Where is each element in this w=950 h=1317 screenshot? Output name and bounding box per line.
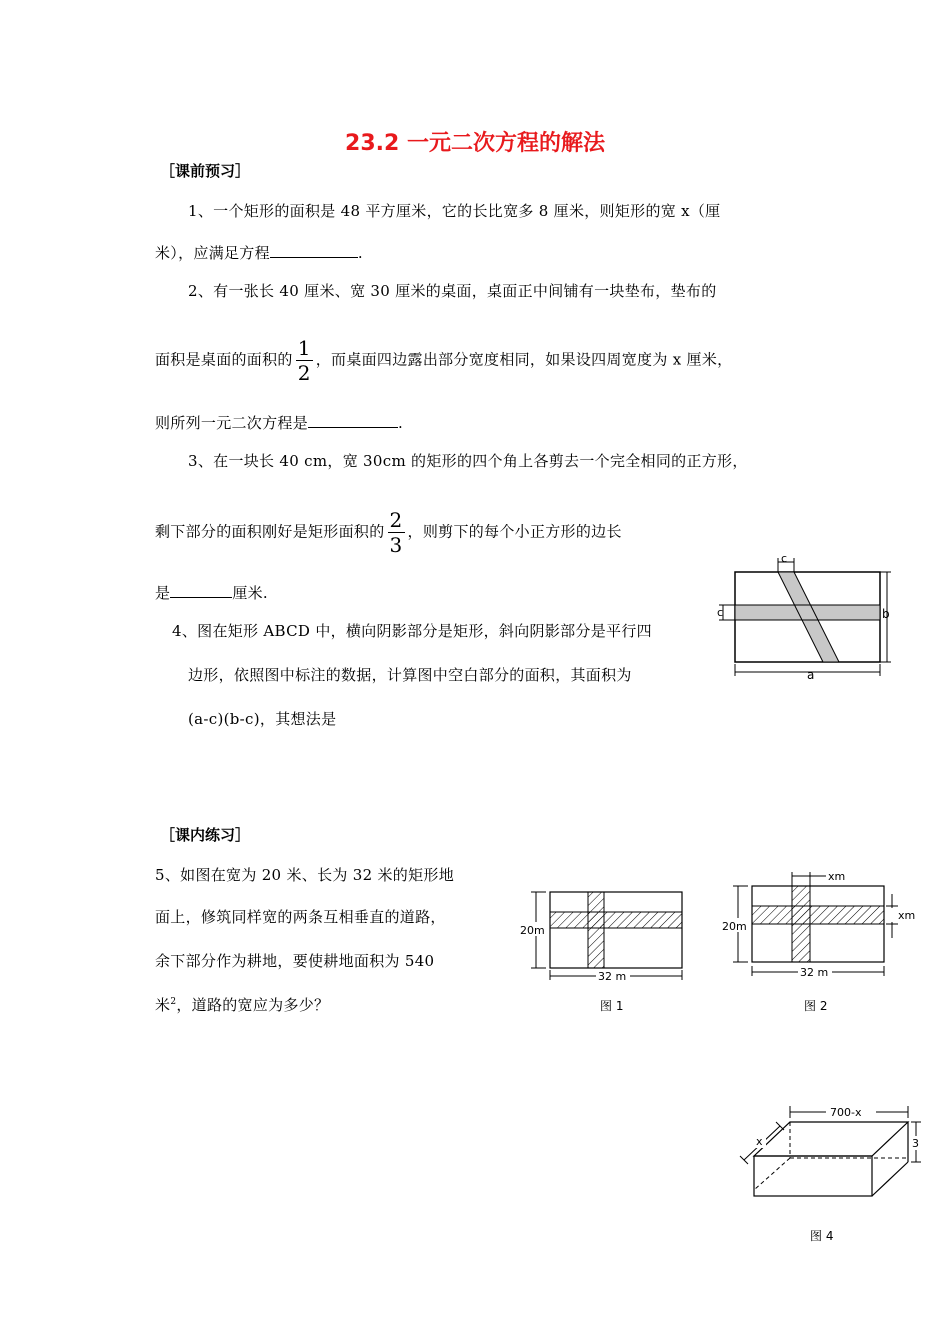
label-c-top: c: [781, 552, 788, 565]
q3-line2-text: 剩下部分的面积刚好是矩形面积的: [155, 522, 385, 541]
rectangle-abcd-figure: [715, 552, 895, 684]
q3-line3: [155, 582, 268, 603]
q2-line3-end: .: [398, 414, 404, 432]
fraction-one-half: [296, 336, 313, 385]
q2-line2-rest: ，而桌面四边露出部分宽度相同，如果设四周宽度为 x 厘米，: [315, 350, 733, 369]
fig4-left-label: x: [756, 1135, 763, 1148]
figure-4-box: [732, 1100, 922, 1250]
superscript-two: 2: [170, 997, 177, 1007]
q3-line3-end: 厘米.: [232, 584, 268, 602]
fig1-height-label: 20m: [520, 924, 545, 937]
fig2-right-label: xm: [898, 909, 916, 922]
q2-line2: [155, 336, 732, 385]
q4-line3: (a-c)(b-c)，其想法是: [188, 710, 337, 728]
q1-answer-blank[interactable]: [270, 257, 358, 258]
fraction-denominator: 3: [389, 533, 403, 557]
q3-line2-rest: ，则剪下的每个小正方形的边长: [407, 522, 622, 541]
q5-line3: 余下部分作为耕地，要使耕地面积为 540: [155, 952, 435, 970]
fig2-width-label: 32 m: [800, 966, 829, 979]
fraction-numerator: 2: [389, 508, 403, 532]
q5-line4-rest: ，道路的宽应为多少？: [176, 996, 330, 1014]
q2-line2-text: 面积是桌面的面积的: [155, 350, 293, 369]
fig4-top-label: 700-x: [830, 1106, 862, 1119]
fraction-denominator: 2: [297, 361, 311, 385]
label-c-left: c: [717, 606, 724, 619]
q4-line2: 边形，依照图中标注的数据，计算图中空白部分的面积，其面积为: [188, 666, 632, 684]
label-b: b: [882, 607, 890, 621]
q2-answer-blank[interactable]: [308, 427, 398, 428]
fig4-caption: 图 4: [810, 1229, 834, 1243]
fig1-width-label: 32 m: [598, 970, 627, 983]
section-heading-preview: ［课前预习］: [160, 162, 251, 180]
q5-line1: 5、如图在宽为 20 米、长为 32 米的矩形地: [155, 866, 454, 884]
q3-line2: [155, 508, 622, 557]
fig2-top-label: xm: [828, 870, 846, 883]
fig2-caption: 图 2: [804, 999, 828, 1013]
q3-answer-blank[interactable]: [170, 597, 232, 598]
q5-line4-text: 米: [155, 996, 171, 1014]
fig4-right-label: 3: [912, 1137, 919, 1150]
q2-line3-text: 则所列一元二次方程是: [155, 414, 309, 432]
q5-line2: 面上，修筑同样宽的两条互相垂直的道路，: [155, 908, 446, 926]
q2-line1: 2、有一张长 40 厘米、宽 30 厘米的桌面，桌面正中间铺有一块垫布，垫布的: [188, 282, 717, 300]
page-title: 23.2 一元二次方程的解法: [345, 131, 605, 156]
q1-line2: [155, 242, 363, 263]
figure-1-field-roads: [516, 884, 696, 1020]
fig1-caption: 图 1: [600, 999, 624, 1013]
q1-line1: 1、一个矩形的面积是 48 平方厘米，它的长比宽多 8 厘米，则矩形的宽 x（厘: [188, 202, 721, 220]
section-heading-practice: ［课内练习］: [160, 826, 251, 844]
q4-line1: 4、图在矩形 ABCD 中，横向阴影部分是矩形，斜向阴影部分是平行四: [172, 622, 652, 640]
q3-line3-text: 是: [155, 584, 171, 602]
q1-line2-end: .: [357, 244, 363, 262]
fraction-two-thirds: [388, 508, 405, 557]
q1-line2-text: 米），应满足方程: [155, 244, 270, 262]
fraction-numerator: 1: [297, 336, 311, 360]
q3-line1: 3、在一块长 40 cm，宽 30cm 的矩形的四个角上各剪去一个完全相同的正方形，: [188, 452, 748, 470]
q5-line4: [155, 994, 329, 1015]
label-a: a: [807, 668, 815, 682]
fig2-height-label: 20m: [722, 920, 747, 933]
figure-2-field-roads: [718, 864, 918, 1020]
q2-line3: [155, 412, 403, 433]
